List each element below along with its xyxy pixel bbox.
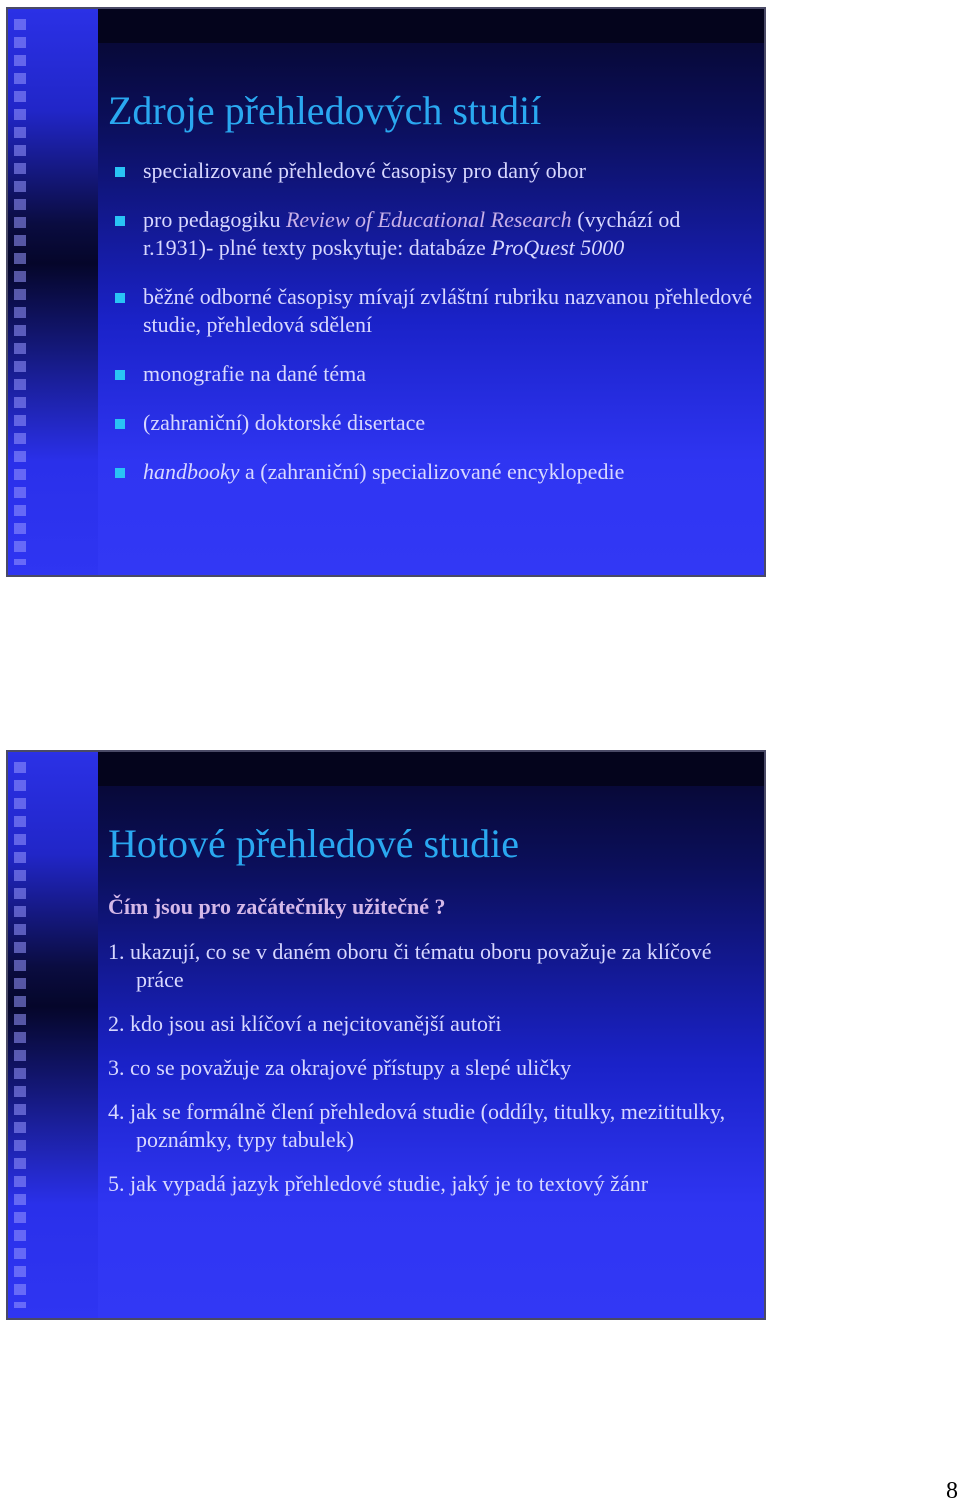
square-bullet-icon (115, 167, 125, 177)
bullet-text: pro pedagogiku (143, 207, 286, 232)
slide-left-strip (8, 752, 98, 1318)
bullet-item (113, 409, 753, 437)
numbered-item: 1. ukazují, co se v daném oboru či tématu oboru považuje za klíčové práce (108, 939, 712, 992)
slide-title: Zdroje přehledových studií (108, 88, 542, 133)
square-bullet-icon (115, 419, 125, 429)
numbered-item: 2. kdo jsou asi klíčoví a nejcitovanější autoři (108, 1011, 502, 1036)
bullet-list (113, 157, 753, 507)
bullet-item (113, 206, 753, 262)
bullet-text: handbooky (143, 459, 240, 484)
square-bullet-icon (115, 468, 125, 478)
slide-left-strip (8, 9, 98, 575)
numbered-list (108, 938, 748, 1214)
bullet-text: specializované přehledové časopisy pro daný obor (143, 158, 586, 183)
square-pattern (14, 19, 26, 565)
slide-top-band (98, 9, 764, 43)
square-bullet-icon (115, 370, 125, 380)
bullet-text: Review of Educational Research (285, 207, 572, 232)
bullet-text: běžné odborné časopisy mívají zvláštní rubriku nazvanou přehledové studie, přehledová sdělení (143, 284, 753, 337)
bullet-text: monografie na dané téma (143, 361, 366, 386)
bullet-text: (zahraniční) doktorské disertace (143, 410, 426, 435)
slide-2 (6, 750, 766, 1320)
slide-1 (6, 7, 766, 577)
bullet-text: a (zahraniční) specializované encyklopedie (239, 459, 625, 484)
numbered-item: 3. co se považuje za okrajové přístupy a slepé uličky (108, 1055, 572, 1080)
slide-subheading: Čím jsou pro začátečníky užitečné ? (108, 894, 446, 919)
bullet-text: (vychází od r.1931)- plné texty poskytuje: databáze (143, 207, 681, 260)
square-bullet-icon (115, 216, 125, 226)
numbered-item: 4. jak se formálně člení přehledová studie (oddíly, titulky, mezititulky, poznámky, typy tabulek) (108, 1099, 726, 1152)
square-pattern (14, 762, 26, 1308)
bullet-item (113, 458, 753, 486)
page-number: 8 (946, 1478, 958, 1504)
bullet-item (113, 157, 753, 185)
bullet-text: ProQuest 5000 (491, 235, 625, 260)
square-bullet-icon (115, 293, 125, 303)
bullet-item (113, 360, 753, 388)
slide-top-band (98, 752, 764, 786)
slide-title: Hotové přehledové studie (108, 821, 519, 866)
bullet-item (113, 283, 753, 339)
numbered-item: 5. jak vypadá jazyk přehledové studie, jaký je to textový žánr (108, 1171, 649, 1196)
